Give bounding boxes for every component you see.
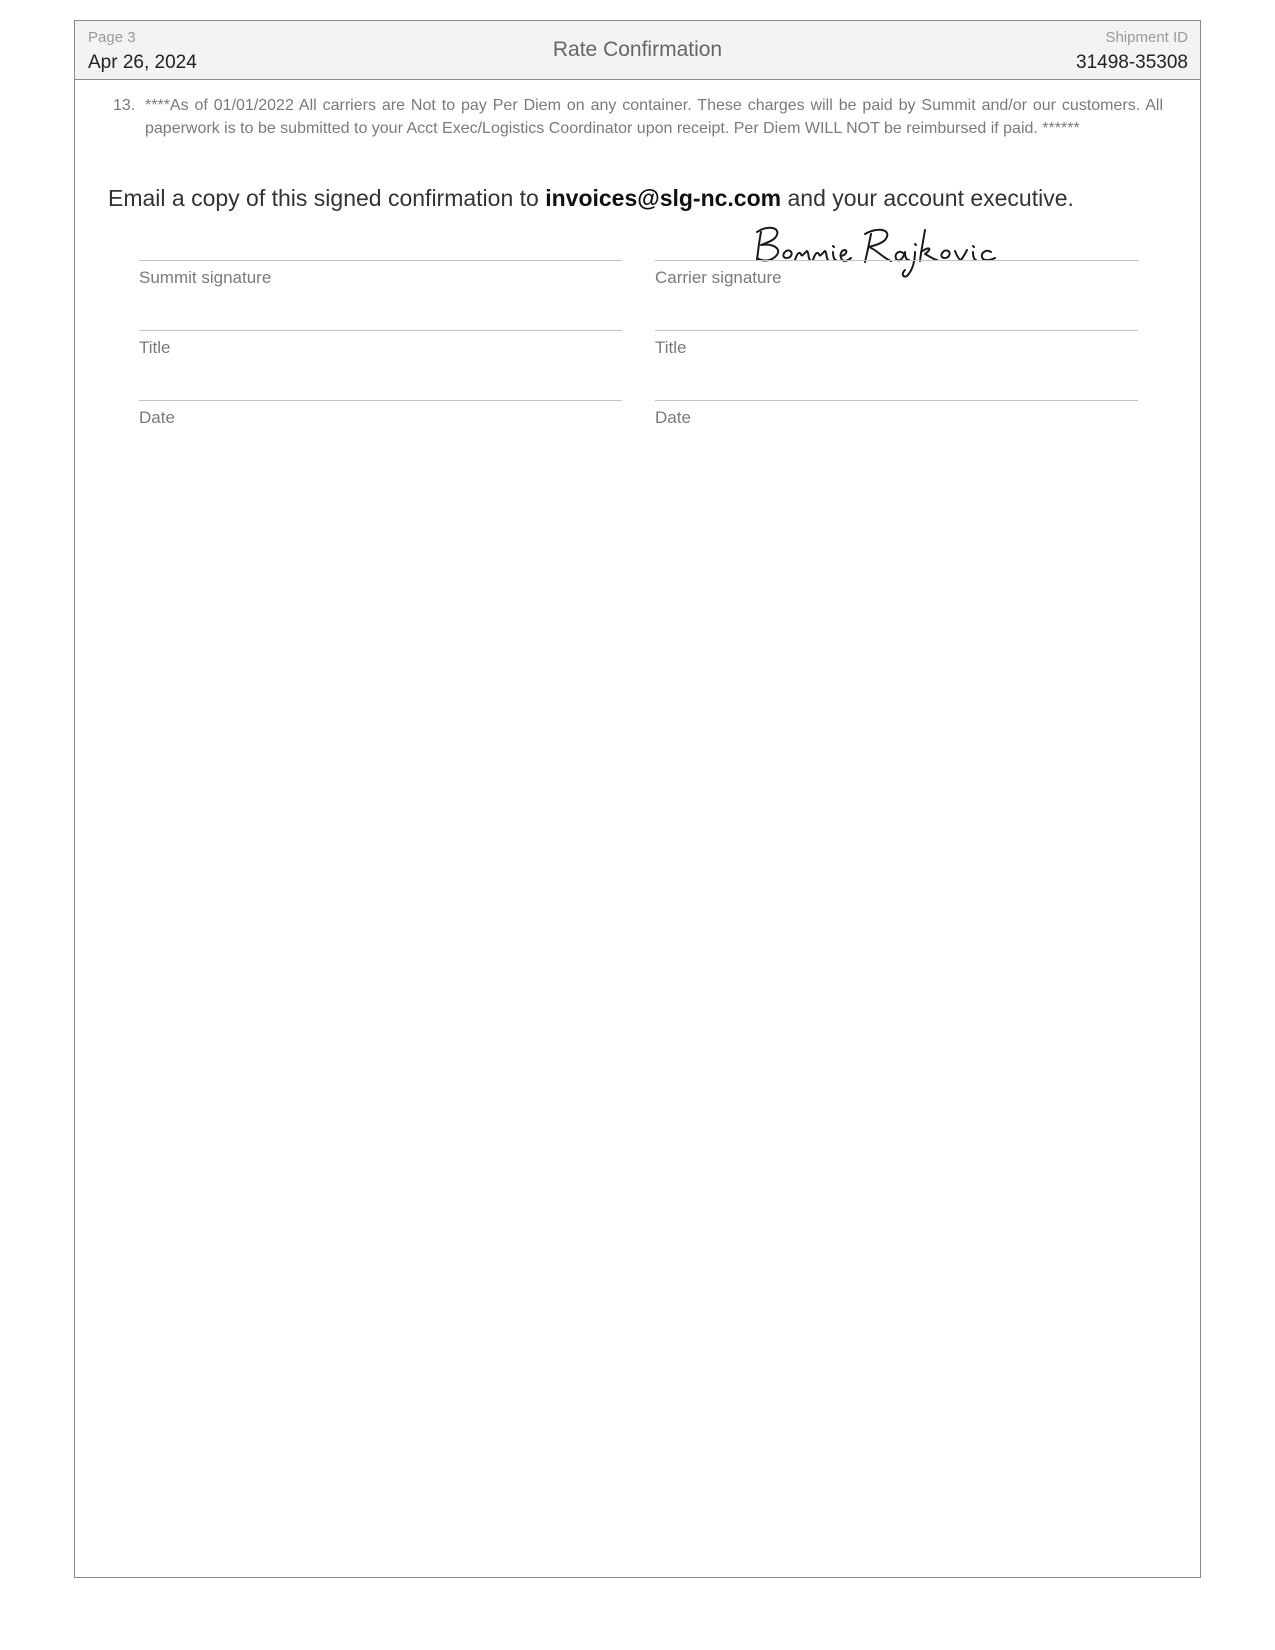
carrier-title-label: Title <box>655 338 687 357</box>
page-header <box>75 21 1200 80</box>
summit-title-line <box>139 330 622 331</box>
email-instruction <box>108 185 1074 212</box>
carrier-signature-field[interactable] <box>655 260 1138 320</box>
carrier-title-line <box>655 330 1138 331</box>
summit-title-label: Title <box>139 338 171 357</box>
carrier-date-line <box>655 400 1138 401</box>
carrier-signature-line <box>655 260 1138 261</box>
email-instruction-prefix: Email a copy of this signed confirmation to <box>108 185 546 211</box>
summit-signature-line <box>139 260 622 261</box>
summit-signature-label: Summit signature <box>139 268 272 287</box>
document-date: Apr 26, 2024 <box>88 52 197 73</box>
summit-date-field[interactable] <box>139 400 622 460</box>
shipment-id-label: Shipment ID <box>1105 29 1188 46</box>
carrier-handwritten-signature <box>753 218 1003 278</box>
document-frame <box>74 20 1201 1578</box>
page-number: Page 3 <box>88 29 136 46</box>
summit-date-line <box>139 400 622 401</box>
carrier-date-label: Date <box>655 408 691 427</box>
email-instruction-suffix: and your account executive. <box>781 185 1074 211</box>
summit-date-label: Date <box>139 408 175 427</box>
carrier-date-field[interactable] <box>655 400 1138 460</box>
terms-item-13 <box>113 94 1163 140</box>
terms-item-text: ****As of 01/01/2022 All carriers are Not to pay Per Diem on any container. These charges will be paid by Summit and/or our customers. All paperwork is to be submitted to your Acct Exec/Logistics Coordinator upon receipt. Per Diem WILL NOT be reimbursed if paid. ****** <box>145 97 1163 137</box>
summit-signature-field[interactable] <box>139 260 622 320</box>
summit-title-field[interactable] <box>139 330 622 390</box>
carrier-signature-label: Carrier signature <box>655 268 782 287</box>
document-title: Rate Confirmation <box>552 38 723 61</box>
terms-item-number: 13. <box>113 97 136 114</box>
carrier-title-field[interactable] <box>655 330 1138 390</box>
shipment-id-value: 31498-35308 <box>1076 52 1188 73</box>
invoice-email-link[interactable]: invoices@slg-nc.com <box>545 185 782 211</box>
